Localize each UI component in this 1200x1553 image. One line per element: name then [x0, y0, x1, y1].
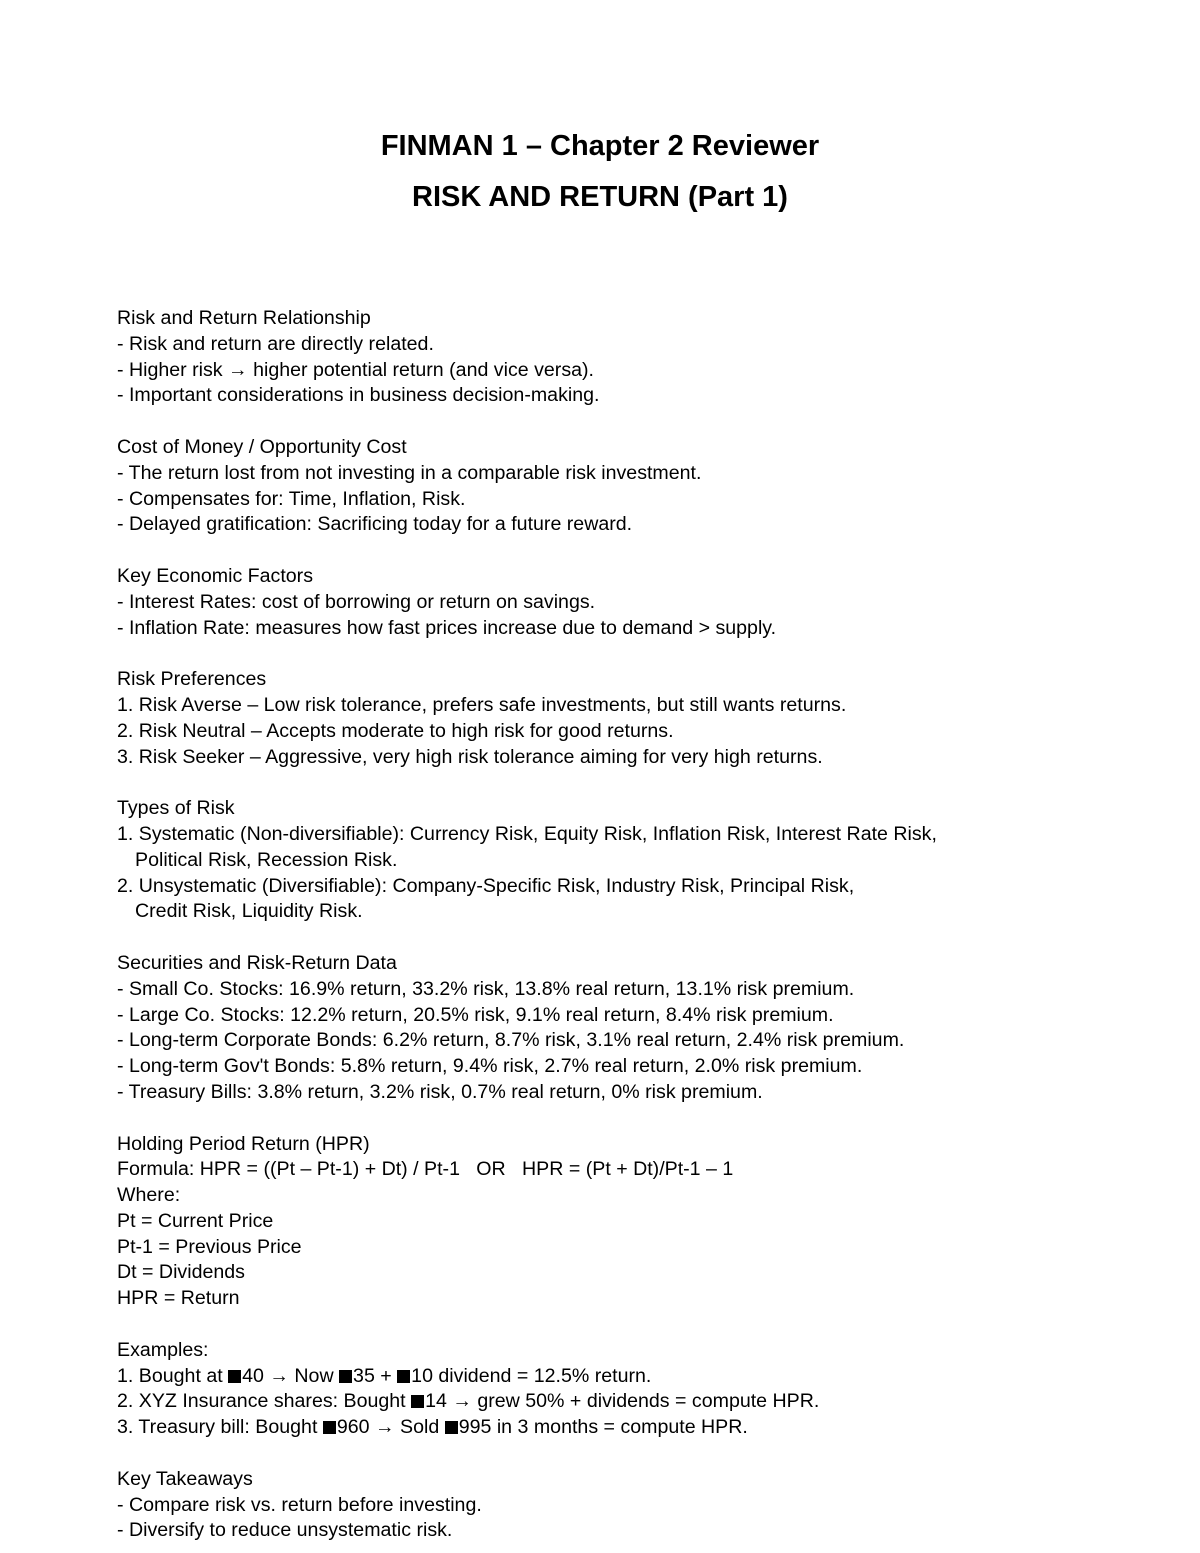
section-heading-risk-preferences: Risk Preferences: [117, 668, 267, 691]
list-item: - Interest Rates: cost of borrowing or return on savings.: [117, 590, 596, 613]
missing-currency-glyph-icon: [323, 1421, 336, 1434]
example-text: 3. Treasury bill: Bought: [117, 1416, 323, 1439]
section-heading-cost-of-money: Cost of Money / Opportunity Cost: [117, 435, 407, 458]
list-item: - Risk and return are directly related.: [117, 332, 434, 355]
document-body: [117, 306, 1177, 1544]
list-item: - Compare risk vs. return before investing.: [117, 1493, 482, 1516]
example-text: 35 +: [353, 1364, 398, 1387]
example-item: [117, 1364, 1177, 1390]
list-item: Where:: [117, 1184, 181, 1207]
example-item: [117, 1415, 1177, 1441]
example-text: 40 → Now: [242, 1364, 340, 1387]
example-text: 2. XYZ Insurance shares: Bought: [117, 1390, 412, 1413]
section-heading-types-of-risk: Types of Risk: [117, 797, 235, 820]
list-item: 1. Systematic (Non-diversifiable): Currency Risk, Equity Risk, Inflation Risk, Interest Rate Risk,: [117, 822, 937, 845]
list-item: 2. Risk Neutral – Accepts moderate to high risk for good returns.: [117, 719, 674, 742]
list-item: - Long-term Gov't Bonds: 5.8% return, 9.4% risk, 2.7% real return, 2.0% risk premium.: [117, 1055, 863, 1078]
list-item: - Long-term Corporate Bonds: 6.2% return, 8.7% risk, 3.1% real return, 2.4% risk premium.: [117, 1029, 905, 1052]
missing-currency-glyph-icon: [397, 1370, 410, 1383]
list-item: - Important considerations in business decision-making.: [117, 384, 600, 407]
missing-currency-glyph-icon: [339, 1370, 352, 1383]
list-item: - Compensates for: Time, Inflation, Risk.: [117, 487, 466, 510]
missing-currency-glyph-icon: [411, 1395, 424, 1408]
document-subtitle: RISK AND RETURN (Part 1): [412, 181, 788, 213]
list-item: 3. Risk Seeker – Aggressive, very high risk tolerance aiming for very high returns.: [117, 745, 823, 768]
list-item: 1. Risk Averse – Low risk tolerance, prefers safe investments, but still wants returns.: [117, 693, 847, 716]
section-heading-examples: Examples:: [117, 1338, 209, 1361]
section-heading-takeaways: Key Takeaways: [117, 1467, 253, 1490]
list-item: - The return lost from not investing in a comparable risk investment.: [117, 461, 702, 484]
list-item: Dt = Dividends: [117, 1261, 245, 1284]
list-item: - Small Co. Stocks: 16.9% return, 33.2% risk, 13.8% real return, 13.1% risk premium.: [117, 977, 855, 1000]
example-text: 10 dividend = 12.5% return.: [411, 1364, 652, 1387]
example-item: [117, 1389, 1177, 1415]
section-heading-hpr: Holding Period Return (HPR): [117, 1132, 370, 1155]
list-item: - Treasury Bills: 3.8% return, 3.2% risk, 0.7% real return, 0% risk premium.: [117, 1080, 763, 1103]
document-title: FINMAN 1 – Chapter 2 Reviewer: [380, 130, 820, 162]
list-item: - Delayed gratification: Sacrificing today for a future reward.: [117, 513, 633, 536]
list-item: 2. Unsystematic (Diversifiable): Company-Specific Risk, Industry Risk, Principal Risk,: [117, 874, 855, 897]
example-text: 1. Bought at: [117, 1364, 229, 1387]
missing-currency-glyph-icon: [228, 1370, 241, 1383]
example-text: 995 in 3 months = compute HPR.: [458, 1416, 748, 1439]
list-item: - Inflation Rate: measures how fast prices increase due to demand > supply.: [117, 616, 777, 639]
list-item: - Large Co. Stocks: 12.2% return, 20.5% risk, 9.1% real return, 8.4% risk premium.: [117, 1003, 834, 1026]
list-item: HPR = Return: [117, 1287, 240, 1310]
list-item-continuation: Credit Risk, Liquidity Risk.: [135, 900, 363, 923]
list-item: - Diversify to reduce unsystematic risk.: [117, 1519, 453, 1542]
section-heading-economic-factors: Key Economic Factors: [117, 564, 314, 587]
list-item: Pt-1 = Previous Price: [117, 1235, 302, 1258]
list-item-continuation: Political Risk, Recession Risk.: [135, 848, 398, 871]
hpr-formula: Formula: HPR = ((Pt – Pt-1) + Dt) / Pt-1 OR HPR = (Pt + Dt)/Pt-1 – 1: [117, 1158, 734, 1181]
section-heading-relationship: Risk and Return Relationship: [117, 307, 371, 329]
missing-currency-glyph-icon: [445, 1421, 458, 1434]
list-item: - Higher risk → higher potential return (and vice versa).: [117, 358, 594, 381]
section-heading-securities: Securities and Risk-Return Data: [117, 951, 397, 974]
example-text: 14 → grew 50% + dividends = compute HPR.: [425, 1390, 820, 1413]
example-text: 960 → Sold: [336, 1416, 445, 1439]
list-item: Pt = Current Price: [117, 1209, 274, 1232]
